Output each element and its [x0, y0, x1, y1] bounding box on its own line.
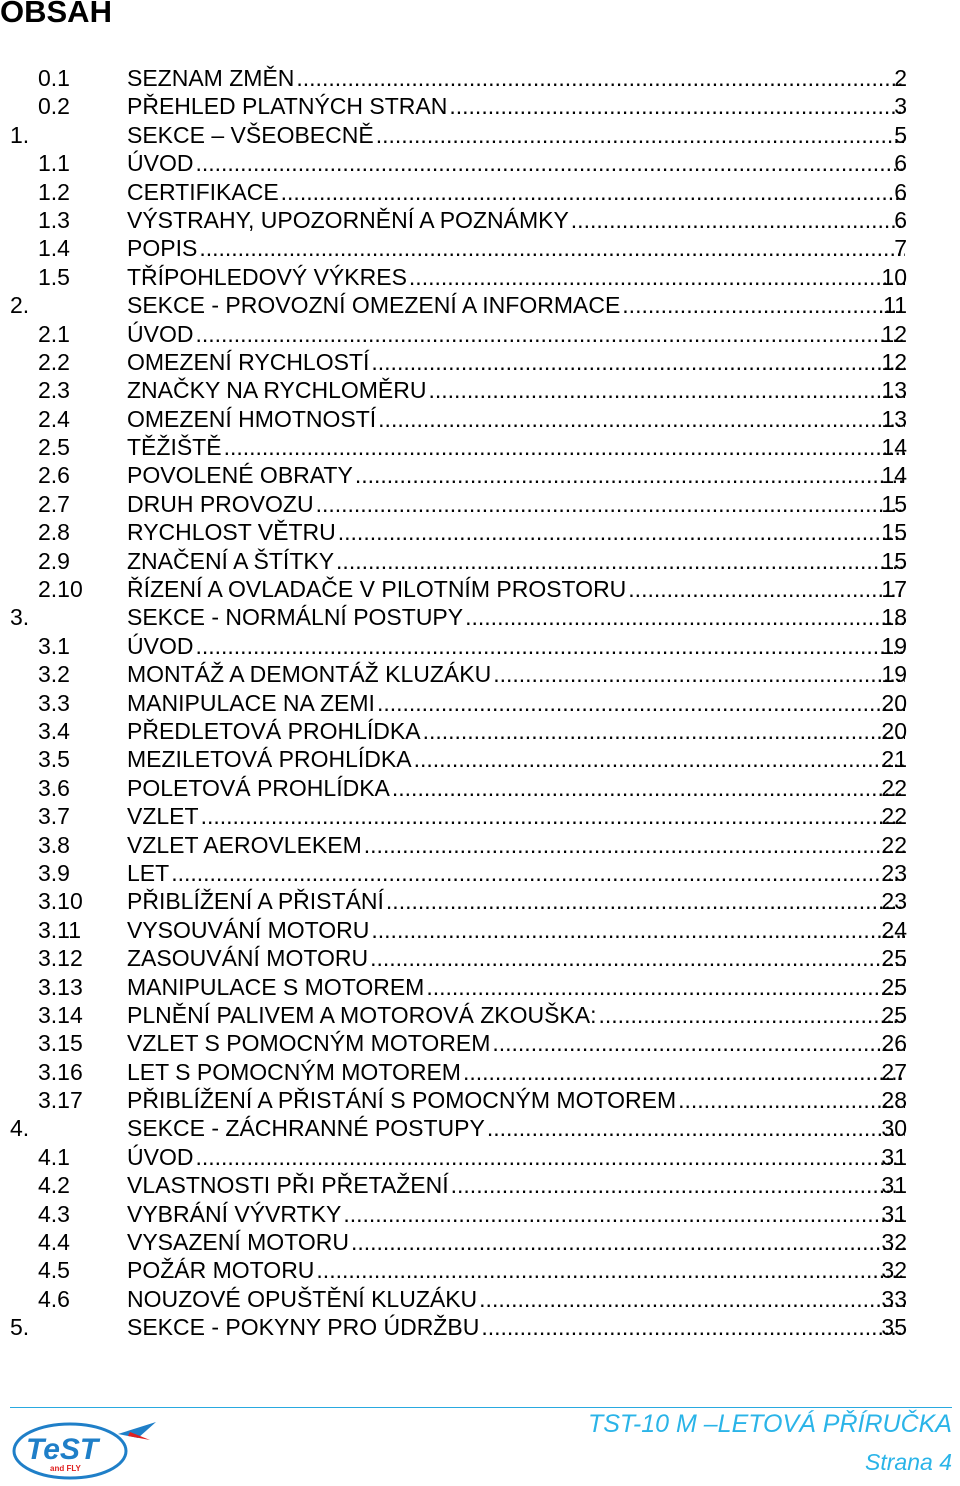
toc-entry-number: 3.9 — [38, 859, 70, 886]
toc-entry-page: 3 — [894, 93, 907, 120]
toc-entry[interactable] — [0, 178, 960, 206]
toc-entry[interactable] — [0, 973, 960, 1001]
toc-entry-number: 3.10 — [38, 888, 83, 915]
toc-entry-number: 2.5 — [38, 434, 70, 461]
toc-entry-title: PŘEHLED PLATNÝCH STRAN — [127, 93, 448, 120]
toc-entry-number: 2.4 — [38, 405, 70, 432]
toc-entry-page: 22 — [881, 831, 907, 858]
toc-dot-leader — [195, 632, 905, 660]
toc-entry-line — [127, 405, 907, 433]
toc-dot-leader — [371, 348, 905, 376]
toc-entry[interactable] — [0, 1114, 960, 1142]
toc-entry[interactable] — [0, 518, 960, 546]
toc-dot-leader — [493, 660, 905, 688]
toc-entry-line — [127, 348, 907, 376]
table-of-contents — [0, 64, 960, 1342]
toc-entry-number: 1. — [10, 121, 30, 148]
toc-entry-line — [127, 887, 907, 915]
toc-entry-title: SEZNAM ZMĚN — [127, 65, 295, 91]
toc-entry-title: LET S POMOCNÝM MOTOREM — [127, 1058, 461, 1085]
toc-entry[interactable] — [0, 916, 960, 944]
toc-entry-line — [127, 660, 907, 688]
toc-entry-page: 13 — [881, 405, 907, 432]
toc-entry-page: 14 — [881, 462, 907, 489]
toc-dot-leader — [599, 1001, 905, 1029]
toc-entry-title: NOUZOVÉ OPUŠTĚNÍ KLUZÁKU — [127, 1285, 478, 1312]
toc-entry-line — [127, 92, 907, 120]
toc-entry-line — [127, 234, 907, 262]
toc-entry[interactable] — [0, 547, 960, 575]
toc-entry-number: 5. — [10, 1314, 30, 1341]
toc-dot-leader — [622, 291, 905, 319]
toc-entry-number: 3.7 — [38, 803, 70, 830]
toc-entry[interactable] — [0, 944, 960, 972]
toc-entry-number: 2.1 — [38, 320, 70, 347]
toc-entry-number: 2.6 — [38, 462, 70, 489]
toc-entry-page: 25 — [881, 945, 907, 972]
toc-entry-line — [127, 831, 907, 859]
toc-entry[interactable] — [0, 1058, 960, 1086]
toc-entry-page: 32 — [881, 1229, 907, 1256]
toc-entry-number: 4.3 — [38, 1200, 70, 1227]
toc-entry-line — [127, 518, 907, 546]
toc-entry-page: 17 — [881, 576, 907, 603]
toc-dot-leader — [465, 603, 905, 631]
toc-entry-title: ZASOUVÁNÍ MOTORU — [127, 945, 369, 972]
toc-entry-line — [127, 291, 907, 319]
toc-entry-title: PŘEDLETOVÁ PROHLÍDKA — [127, 717, 421, 744]
toc-entry[interactable] — [0, 745, 960, 773]
toc-entry-title: MANIPULACE S MOTOREM — [127, 973, 425, 1000]
toc-entry-line — [127, 1001, 907, 1029]
toc-entry-line — [127, 1029, 907, 1057]
toc-entry-number: 1.4 — [38, 235, 70, 262]
toc-entry-title: MONTÁŽ A DEMONTÁŽ KLUZÁKU — [127, 661, 492, 688]
toc-entry-line — [127, 433, 907, 461]
toc-entry-line — [127, 178, 907, 206]
toc-entry-line — [127, 1143, 907, 1171]
toc-dot-leader — [481, 1313, 905, 1341]
toc-entry-title: DRUH PROVOZU — [127, 490, 314, 517]
toc-entry-number: 3.15 — [38, 1030, 83, 1057]
toc-entry-page: 26 — [881, 1030, 907, 1057]
toc-entry-number: 3. — [10, 604, 30, 631]
toc-entry-line — [127, 717, 907, 745]
toc-entry[interactable] — [0, 348, 960, 376]
toc-entry-page: 31 — [881, 1200, 907, 1227]
toc-entry-page: 25 — [881, 973, 907, 1000]
toc-entry-line — [127, 802, 907, 830]
toc-entry-line — [127, 490, 907, 518]
toc-dot-leader — [338, 518, 905, 546]
toc-entry-line — [127, 575, 907, 603]
toc-entry-title: VZLET — [127, 803, 199, 830]
toc-entry-line — [127, 1086, 907, 1114]
toc-entry-line — [127, 1171, 907, 1199]
toc-dot-leader — [571, 206, 905, 234]
toc-dot-leader — [392, 774, 905, 802]
toc-entry-line — [127, 64, 907, 92]
toc-entry[interactable] — [0, 92, 960, 120]
toc-dot-leader — [201, 802, 905, 830]
toc-dot-leader — [371, 916, 905, 944]
toc-entry-title: ZNAČKY NA RYCHLOMĚRU — [127, 377, 427, 404]
toc-dot-leader — [449, 92, 905, 120]
toc-entry-page: 14 — [881, 434, 907, 461]
toc-entry-page: 23 — [881, 859, 907, 886]
toc-entry-page: 31 — [881, 1172, 907, 1199]
toc-entry-title: VZLET AEROVLEKEM — [127, 831, 362, 858]
toc-entry-title: LET — [127, 859, 170, 886]
toc-dot-leader — [377, 689, 905, 717]
toc-entry[interactable] — [0, 1086, 960, 1114]
toc-entry[interactable] — [0, 575, 960, 603]
toc-entry-title: ÚVOD — [127, 320, 194, 347]
toc-entry-title: PŘIBLÍŽENÍ A PŘISTÁNÍ S POMOCNÝM MOTOREM — [127, 1087, 677, 1114]
toc-entry[interactable] — [0, 206, 960, 234]
toc-dot-leader — [678, 1086, 905, 1114]
toc-entry-title: SEKCE - PROVOZNÍ OMEZENÍ A INFORMACE — [127, 292, 621, 319]
toc-entry-number: 2.7 — [38, 490, 70, 517]
toc-entry-line — [127, 916, 907, 944]
toc-dot-leader — [409, 263, 905, 291]
toc-entry-page: 13 — [881, 377, 907, 404]
toc-entry-page: 35 — [881, 1314, 907, 1341]
toc-entry[interactable] — [0, 1171, 960, 1199]
toc-entry[interactable] — [0, 234, 960, 262]
toc-dot-leader — [370, 944, 905, 972]
toc-entry-page: 21 — [881, 746, 907, 773]
toc-dot-leader — [351, 1228, 905, 1256]
toc-entry[interactable] — [0, 660, 960, 688]
toc-dot-leader — [296, 64, 905, 92]
toc-entry[interactable] — [0, 1228, 960, 1256]
toc-dot-leader — [487, 1114, 905, 1142]
toc-entry-number: 3.16 — [38, 1058, 83, 1085]
toc-entry[interactable] — [0, 376, 960, 404]
toc-entry-number: 4.2 — [38, 1172, 70, 1199]
logo-text: TeST — [26, 1433, 99, 1466]
toc-entry-line — [127, 1256, 907, 1284]
toc-entry[interactable] — [0, 774, 960, 802]
toc-dot-leader — [492, 1029, 905, 1057]
toc-entry-page: 23 — [881, 888, 907, 915]
toc-entry-title: SEKCE – VŠEOBECNĚ — [127, 121, 374, 148]
toc-entry-title: ÚVOD — [127, 632, 194, 659]
toc-entry-title: MEZILETOVÁ PROHLÍDKA — [127, 746, 412, 773]
toc-entry-line — [127, 149, 907, 177]
toc-entry-title: VÝSTRAHY, UPOZORNĚNÍ A POZNÁMKY — [127, 206, 569, 233]
toc-entry-title: RYCHLOST VĚTRU — [127, 519, 336, 546]
toc-entry[interactable] — [0, 461, 960, 489]
toc-entry-number: 3.3 — [38, 689, 70, 716]
toc-entry-page: 28 — [881, 1087, 907, 1114]
toc-dot-leader — [281, 178, 905, 206]
toc-entry-title: SEKCE - ZÁCHRANNÉ POSTUPY — [127, 1115, 485, 1142]
toc-entry-number: 4.6 — [38, 1285, 70, 1312]
toc-entry[interactable] — [0, 717, 960, 745]
toc-entry-line — [127, 1285, 907, 1313]
toc-entry-title: ÚVOD — [127, 150, 194, 177]
toc-entry-line — [127, 263, 907, 291]
toc-entry-page: 27 — [881, 1058, 907, 1085]
toc-entry-line — [127, 603, 907, 631]
toc-entry-title: PŘIBLÍŽENÍ A PŘISTÁNÍ — [127, 888, 384, 915]
toc-entry-title: SEKCE - NORMÁLNÍ POSTUPY — [127, 604, 464, 631]
toc-entry-title: OMEZENÍ HMOTNOSTÍ — [127, 405, 377, 432]
toc-entry-title: PLNĚNÍ PALIVEM A MOTOROVÁ ZKOUŠKA: — [127, 1001, 597, 1028]
toc-dot-leader — [463, 1058, 905, 1086]
toc-dot-leader — [316, 490, 905, 518]
toc-dot-leader — [423, 717, 905, 745]
toc-entry-page: 31 — [881, 1143, 907, 1170]
toc-entry-line — [127, 859, 907, 887]
toc-entry-number: 3.2 — [38, 661, 70, 688]
toc-entry-number: 2.8 — [38, 519, 70, 546]
toc-entry-page: 10 — [881, 263, 907, 290]
toc-dot-leader — [378, 405, 905, 433]
toc-entry-number: 2.9 — [38, 547, 70, 574]
toc-entry-title: TĚŽIŠTĚ — [127, 434, 222, 461]
toc-entry-number: 0.1 — [38, 65, 70, 91]
toc-entry[interactable] — [0, 64, 960, 92]
toc-entry-page: 5 — [894, 121, 907, 148]
test-logo — [10, 1418, 160, 1484]
toc-entry-title: POLETOVÁ PROHLÍDKA — [127, 774, 390, 801]
toc-entry-page: 32 — [881, 1257, 907, 1284]
toc-entry-number: 2.10 — [38, 576, 83, 603]
toc-entry[interactable] — [0, 1256, 960, 1284]
toc-entry-number: 1.5 — [38, 263, 70, 290]
toc-entry-page: 25 — [881, 1001, 907, 1028]
toc-entry-page: 6 — [894, 150, 907, 177]
toc-entry-number: 3.17 — [38, 1087, 83, 1114]
toc-entry-number: 0.2 — [38, 93, 70, 120]
toc-entry-line — [127, 1200, 907, 1228]
toc-entry-line — [127, 376, 907, 404]
toc-entry[interactable] — [0, 802, 960, 830]
toc-dot-leader — [426, 973, 905, 1001]
toc-entry-page: 7 — [894, 235, 907, 262]
toc-entry[interactable] — [0, 291, 960, 319]
toc-dot-leader — [386, 887, 905, 915]
toc-entry[interactable] — [0, 632, 960, 660]
toc-entry-line — [127, 632, 907, 660]
toc-entry-number: 1.2 — [38, 178, 70, 205]
toc-dot-leader — [195, 320, 905, 348]
toc-dot-leader — [364, 831, 905, 859]
toc-entry[interactable] — [0, 405, 960, 433]
toc-entry[interactable] — [0, 859, 960, 887]
toc-entry[interactable] — [0, 149, 960, 177]
toc-entry-page: 20 — [881, 689, 907, 716]
toc-dot-leader — [479, 1285, 905, 1313]
toc-dot-leader — [376, 121, 905, 149]
toc-entry-page: 33 — [881, 1285, 907, 1312]
toc-entry-number: 3.5 — [38, 746, 70, 773]
toc-entry[interactable] — [0, 1285, 960, 1313]
toc-entry-number: 3.1 — [38, 632, 70, 659]
toc-entry-title: VLASTNOSTI PŘI PŘETAŽENÍ — [127, 1172, 449, 1199]
toc-entry-number: 4.5 — [38, 1257, 70, 1284]
toc-dot-leader — [429, 376, 906, 404]
toc-entry-title: POPIS — [127, 235, 198, 262]
toc-entry-number: 2.2 — [38, 348, 70, 375]
toc-entry-line — [127, 973, 907, 1001]
toc-entry[interactable] — [0, 121, 960, 149]
toc-entry-title: ŘÍZENÍ A OVLADAČE V PILOTNÍM PROSTORU — [127, 576, 627, 603]
toc-entry[interactable] — [0, 831, 960, 859]
toc-entry[interactable] — [0, 490, 960, 518]
toc-entry-line — [127, 689, 907, 717]
toc-entry-title: MANIPULACE NA ZEMI — [127, 689, 375, 716]
toc-entry-page: 15 — [881, 490, 907, 517]
toc-entry-title: POŽÁR MOTORU — [127, 1257, 315, 1284]
toc-entry-line — [127, 206, 907, 234]
logo-subtext: and FLY — [50, 1464, 81, 1473]
toc-entry-page: 6 — [894, 206, 907, 233]
toc-entry[interactable] — [0, 887, 960, 915]
toc-dot-leader — [224, 433, 905, 461]
toc-entry-title: VYSOUVÁNÍ MOTORU — [127, 916, 370, 943]
toc-entry[interactable] — [0, 689, 960, 717]
toc-entry-line — [127, 745, 907, 773]
toc-dot-leader — [171, 859, 905, 887]
toc-entry[interactable] — [0, 1200, 960, 1228]
toc-entry-line — [127, 320, 907, 348]
toc-entry-page: 2 — [894, 65, 907, 91]
toc-dot-leader — [195, 1143, 905, 1171]
toc-entry-title: ZNAČENÍ A ŠTÍTKY — [127, 547, 335, 574]
toc-entry-page: 19 — [881, 661, 907, 688]
toc-entry-line — [127, 1313, 907, 1341]
toc-entry-number: 2.3 — [38, 377, 70, 404]
toc-dot-leader — [336, 547, 905, 575]
toc-entry-number: 3.13 — [38, 973, 83, 1000]
toc-entry-number: 3.11 — [38, 916, 82, 943]
toc-entry[interactable] — [0, 263, 960, 291]
toc-dot-leader — [628, 575, 905, 603]
toc-entry-title: CERTIFIKACE — [127, 178, 279, 205]
toc-entry-number: 3.4 — [38, 717, 70, 744]
toc-entry-title: ÚVOD — [127, 1143, 194, 1170]
toc-entry[interactable] — [0, 1029, 960, 1057]
toc-entry-line — [127, 1114, 907, 1142]
toc-dot-leader — [355, 461, 905, 489]
toc-entry-number: 4.1 — [38, 1143, 70, 1170]
toc-entry-number: 1.1 — [38, 150, 70, 177]
toc-entry-page: 11 — [883, 292, 907, 319]
footer-divider — [10, 1407, 952, 1408]
toc-entry[interactable] — [0, 1313, 960, 1341]
toc-entry-number: 1.3 — [38, 206, 70, 233]
toc-entry-page: 15 — [881, 547, 907, 574]
page-title: OBSAH — [0, 0, 112, 29]
toc-entry[interactable] — [0, 433, 960, 461]
toc-entry-page: 22 — [881, 774, 907, 801]
toc-entry-number: 3.14 — [38, 1001, 83, 1028]
toc-entry-number: 3.8 — [38, 831, 70, 858]
toc-entry-page: 30 — [881, 1115, 907, 1142]
toc-dot-leader — [451, 1171, 905, 1199]
toc-entry-line — [127, 1228, 907, 1256]
toc-entry[interactable] — [0, 320, 960, 348]
toc-entry-title: POVOLENÉ OBRATY — [127, 462, 353, 489]
toc-entry-title: VYSAZENÍ MOTORU — [127, 1229, 349, 1256]
toc-entry-line — [127, 121, 907, 149]
footer-page-number: Strana 4 — [865, 1449, 952, 1475]
toc-entry-line — [127, 461, 907, 489]
toc-entry-number: 3.6 — [38, 774, 70, 801]
toc-entry-number: 4.4 — [38, 1229, 70, 1256]
toc-entry[interactable] — [0, 1143, 960, 1171]
footer-title: TST-10 M –LETOVÁ PŘÍRUČKA — [587, 1410, 952, 1438]
toc-dot-leader — [343, 1200, 905, 1228]
toc-entry[interactable] — [0, 603, 960, 631]
toc-entry-title: OMEZENÍ RYCHLOSTÍ — [127, 348, 370, 375]
toc-entry-number: 4. — [10, 1115, 30, 1142]
toc-entry-title: VZLET S POMOCNÝM MOTOREM — [127, 1030, 491, 1057]
toc-entry-page: 6 — [894, 178, 907, 205]
toc-entry-line — [127, 1058, 907, 1086]
toc-entry-title: SEKCE - POKYNY PRO ÚDRŽBU — [127, 1314, 480, 1341]
toc-dot-leader — [199, 234, 905, 262]
toc-entry-line — [127, 774, 907, 802]
toc-entry-line — [127, 944, 907, 972]
toc-entry-number: 2. — [10, 292, 30, 319]
toc-entry-number: 3.12 — [38, 945, 83, 972]
toc-entry-page: 15 — [881, 519, 907, 546]
toc-entry-line — [127, 547, 907, 575]
toc-entry-page: 24 — [881, 916, 907, 943]
toc-entry-page: 12 — [881, 348, 907, 375]
toc-entry-page: 19 — [881, 632, 907, 659]
toc-entry-title: TŘÍPOHLEDOVÝ VÝKRES — [127, 263, 407, 290]
toc-dot-leader — [414, 745, 905, 773]
toc-dot-leader — [316, 1256, 905, 1284]
toc-dot-leader — [195, 149, 905, 177]
toc-entry-page: 12 — [881, 320, 907, 347]
toc-entry-title: VYBRÁNÍ VÝVRTKY — [127, 1200, 342, 1227]
toc-entry-page: 18 — [881, 604, 907, 631]
toc-entry-page: 22 — [881, 803, 907, 830]
toc-entry-page: 20 — [881, 717, 907, 744]
toc-entry[interactable] — [0, 1001, 960, 1029]
